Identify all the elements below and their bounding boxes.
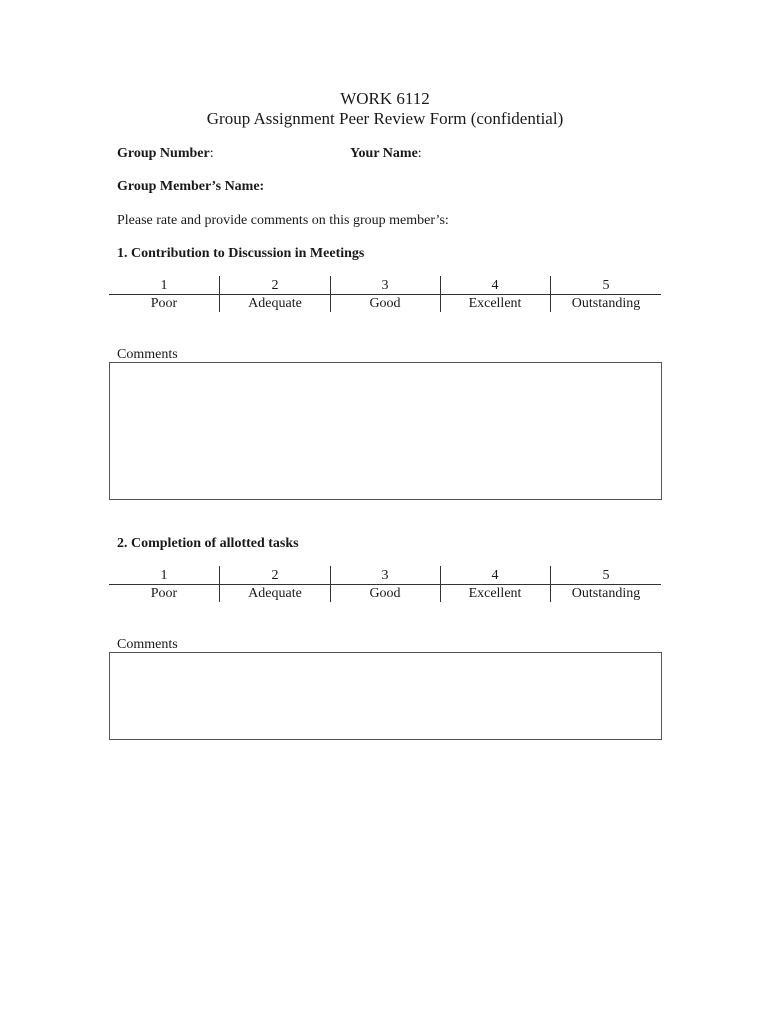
rating-label: Outstanding <box>571 586 641 601</box>
rating-option-5[interactable] <box>551 566 661 602</box>
rating-option-1[interactable] <box>109 566 219 602</box>
member-name-label: Group Member’s Name: <box>117 179 265 194</box>
rating-option-4[interactable] <box>440 276 550 312</box>
rating-number: 1 <box>160 568 168 583</box>
rating-number: 1 <box>160 278 168 293</box>
rating-option-2[interactable] <box>220 276 330 312</box>
rating-option-5[interactable] <box>551 276 661 312</box>
course-code: WORK 6112 <box>340 89 430 108</box>
rating-option-3[interactable] <box>330 566 440 602</box>
group-number-label: Group Number <box>117 146 210 161</box>
group-number-colon: : <box>209 146 214 161</box>
rating-label: Poor <box>150 296 178 311</box>
section-2-heading: 2. Completion of allotted tasks <box>117 536 299 551</box>
your-name-colon: : <box>417 146 422 161</box>
rating-scale-2 <box>109 566 661 602</box>
rating-number: 2 <box>271 568 279 583</box>
rating-scale-1 <box>109 276 661 312</box>
comments-1-label: Comments <box>117 347 178 362</box>
rating-label: Good <box>369 586 401 601</box>
rating-label: Outstanding <box>571 296 641 311</box>
rating-label: Adequate <box>248 296 302 311</box>
section-1-heading: 1. Contribution to Discussion in Meetings <box>117 246 365 261</box>
comments-1-box[interactable] <box>109 362 662 500</box>
rating-number: 5 <box>602 278 610 293</box>
rating-label: Poor <box>150 586 178 601</box>
rating-number: 3 <box>381 568 389 583</box>
form-title: Group Assignment Peer Review Form (confidential) <box>206 109 564 128</box>
rating-option-1[interactable] <box>109 276 219 312</box>
member-name-field[interactable] <box>117 178 264 196</box>
rating-number: 2 <box>271 278 279 293</box>
rating-label: Good <box>369 296 401 311</box>
your-name-label: Your Name <box>350 146 418 161</box>
rating-number: 3 <box>381 278 389 293</box>
comments-2-label: Comments <box>117 637 178 652</box>
comments-2-box[interactable] <box>109 652 662 740</box>
rating-number: 4 <box>491 278 499 293</box>
rating-number: 5 <box>602 568 610 583</box>
rating-label: Excellent <box>468 586 522 601</box>
your-name-field[interactable] <box>350 145 422 163</box>
rating-option-3[interactable] <box>330 276 440 312</box>
instruction-text: Please rate and provide comments on this group member’s: <box>117 213 449 228</box>
rating-label: Excellent <box>468 296 522 311</box>
rating-option-2[interactable] <box>220 566 330 602</box>
rating-option-4[interactable] <box>440 566 550 602</box>
rating-number: 4 <box>491 568 499 583</box>
group-number-field[interactable] <box>117 145 214 163</box>
rating-label: Adequate <box>248 586 302 601</box>
